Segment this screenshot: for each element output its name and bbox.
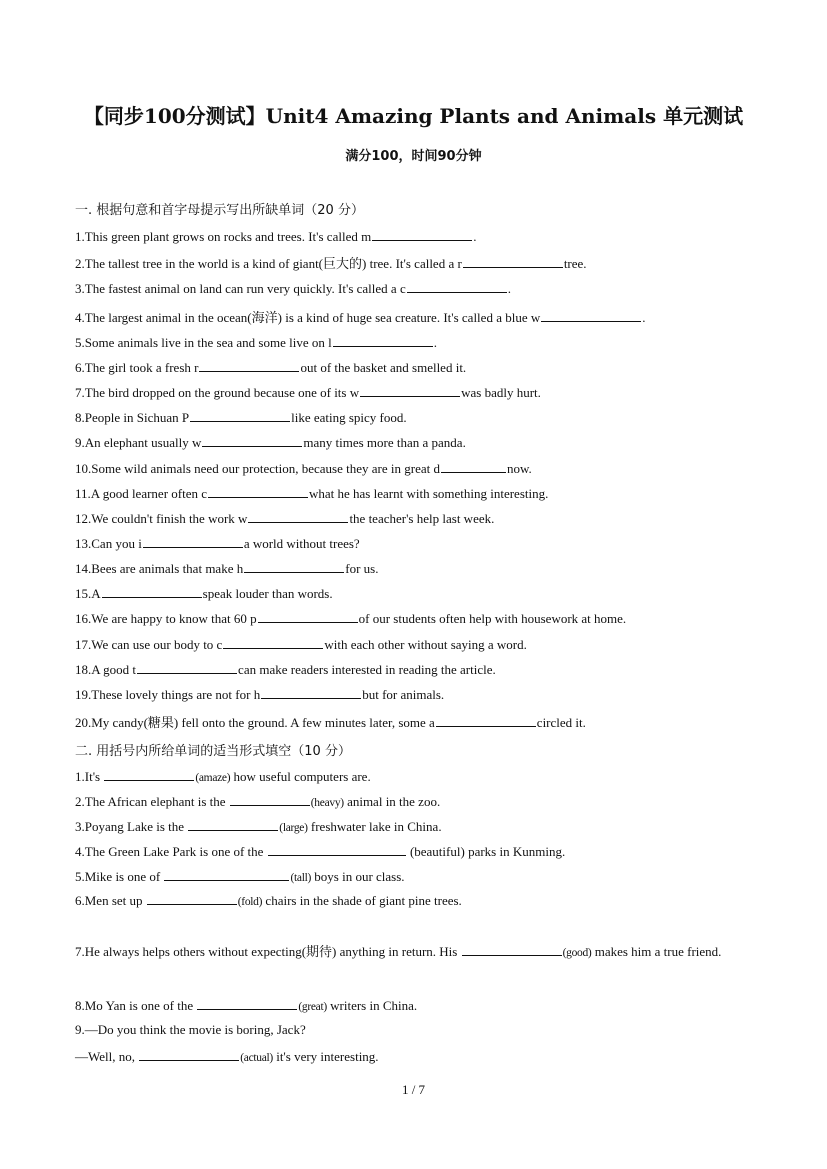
answer-blank[interactable] <box>230 793 310 806</box>
answer-blank[interactable] <box>137 661 237 674</box>
question-item: 14.Bees are animals that make h for us. <box>75 561 379 576</box>
question-item: 2.The tallest tree in the world is a kind of giant(巨大的) tree. It's called a r tree. <box>75 256 587 271</box>
answer-blank[interactable] <box>258 610 358 623</box>
answer-blank[interactable] <box>244 560 344 573</box>
question-item: 8.People in Sichuan P like eating spicy food. <box>75 410 407 425</box>
answer-blank[interactable] <box>197 997 297 1010</box>
question-item: 2.The African elephant is the (heavy) animal in the zoo. <box>75 794 441 809</box>
answer-blank[interactable] <box>333 334 433 347</box>
question-item: 11.A good learner often c what he has learnt with something interesting. <box>75 486 549 501</box>
answer-blank[interactable] <box>208 485 308 498</box>
question-item: —Well, no, (actual) it's very interesting. <box>75 1049 379 1064</box>
answer-blank[interactable] <box>248 510 348 523</box>
question-item: 9.—Do you think the movie is boring, Jack? <box>75 1022 306 1037</box>
answer-blank[interactable] <box>462 943 562 956</box>
question-item: 3.The fastest animal on land can run very quickly. It's called a c . <box>75 281 511 296</box>
question-item: 9.An elephant usually w many times more than a panda. <box>75 435 466 450</box>
question-item: 1.It's (amaze) how useful computers are. <box>75 769 371 784</box>
answer-blank[interactable] <box>541 309 641 322</box>
answer-blank[interactable] <box>261 686 361 699</box>
answer-blank[interactable] <box>372 228 472 241</box>
answer-blank[interactable] <box>102 585 202 598</box>
question-item: 12.We couldn't finish the work w the teacher's help last week. <box>75 511 495 526</box>
answer-blank[interactable] <box>202 434 302 447</box>
answer-blank[interactable] <box>188 818 278 831</box>
question-item: 5.Mike is one of (tall) boys in our class. <box>75 869 405 884</box>
question-item: 7.The bird dropped on the ground because one of its w was badly hurt. <box>75 385 541 400</box>
answer-blank[interactable] <box>164 868 289 881</box>
question-item: 15.A speak louder than words. <box>75 586 333 601</box>
document-title: 【同步100分测试】Unit4 Amazing Plants and Animals 单元测试 <box>83 104 744 128</box>
page-number: 1 / 7 <box>401 1082 426 1097</box>
question-item: 20.My candy(糖果) fell onto the ground. A few minutes later, some a circled it. <box>75 715 586 730</box>
question-item: 13.Can you i a world without trees? <box>75 536 360 551</box>
question-item: 6.The girl took a fresh r out of the basket and smelled it. <box>75 360 467 375</box>
answer-blank[interactable] <box>104 768 194 781</box>
answer-blank[interactable] <box>268 843 406 856</box>
question-item: 18.A good t can make readers interested in reading the article. <box>75 662 496 677</box>
answer-blank[interactable] <box>441 460 506 473</box>
answer-blank[interactable] <box>463 255 563 268</box>
answer-blank[interactable] <box>407 280 507 293</box>
answer-blank[interactable] <box>223 636 323 649</box>
question-item: 16.We are happy to know that 60 p of our students often help with housework at home. <box>75 611 627 626</box>
question-item: 10.Some wild animals need our protection, because they are in great d now. <box>75 461 532 476</box>
question-item: 1.This green plant grows on rocks and trees. It's called m . <box>75 229 477 244</box>
question-item: 5.Some animals live in the sea and some live on l . <box>75 335 437 350</box>
question-item: 4.The largest animal in the ocean(海洋) is a kind of huge sea creature. It's called a blue w . <box>75 310 646 325</box>
answer-blank[interactable] <box>147 892 237 905</box>
answer-blank[interactable] <box>436 714 536 727</box>
section-1-heading: 一. 根据句意和首字母提示写出所缺单词（20 分） <box>75 203 364 218</box>
question-item: 4.The Green Lake Park is one of the (beautiful) parks in Kunming. <box>75 844 566 859</box>
answer-blank[interactable] <box>199 359 299 372</box>
question-item: 3.Poyang Lake is the (large) freshwater lake in China. <box>75 819 442 834</box>
document-subtitle: 满分100，时间90分钟 <box>345 149 482 164</box>
answer-blank[interactable] <box>190 409 290 422</box>
question-item: 19.These lovely things are not for h but for animals. <box>75 687 445 702</box>
question-item: 17.We can use our body to c with each other without saying a word. <box>75 637 527 652</box>
question-item: 8.Mo Yan is one of the (great) writers in China. <box>75 998 418 1013</box>
answer-blank[interactable] <box>139 1048 239 1061</box>
question-item: 7.He always helps others without expecting(期待) anything in return. His (good) makes him a true friend. <box>75 944 722 959</box>
answer-blank[interactable] <box>360 384 460 397</box>
section-2-heading: 二. 用括号内所给单词的适当形式填空（10 分） <box>75 744 351 759</box>
question-item: 6.Men set up (fold) chairs in the shade of giant pine trees. <box>75 893 462 908</box>
answer-blank[interactable] <box>143 535 243 548</box>
